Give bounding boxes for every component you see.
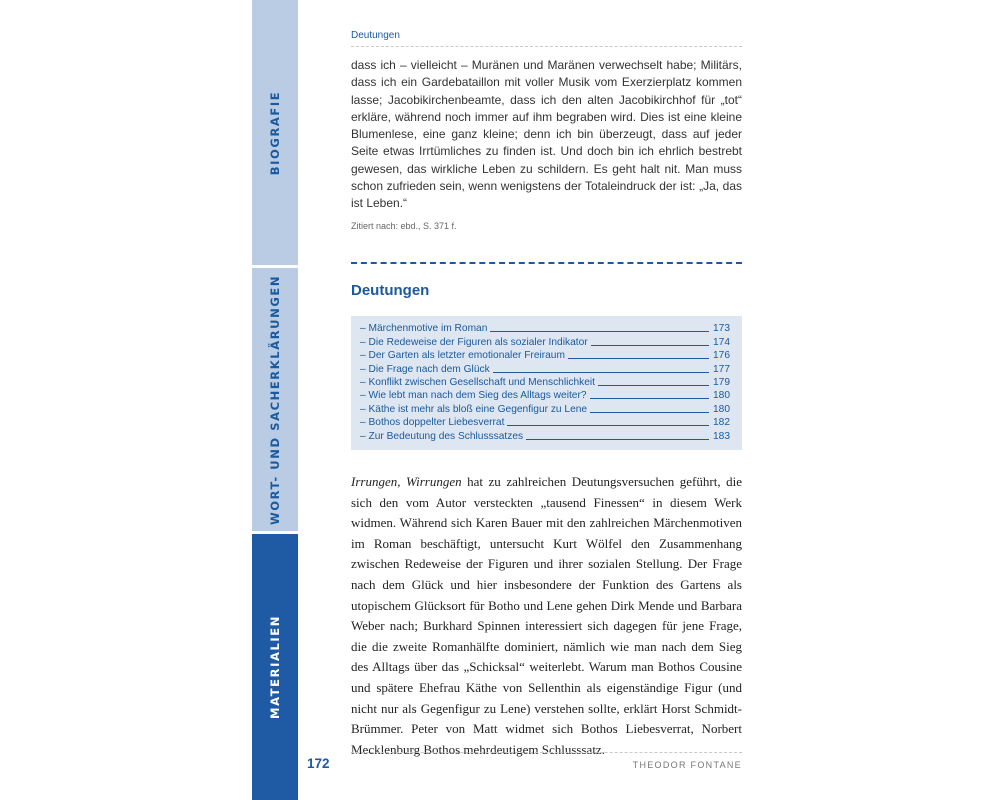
header-divider: [351, 46, 742, 47]
toc-item-page: 179: [713, 376, 730, 388]
toc-item-page: 180: [713, 403, 730, 415]
toc-item[interactable]: [360, 322, 730, 335]
toc-item-page: 176: [713, 350, 730, 362]
toc-item-label: – Käthe ist mehr als bloß eine Gegenfigur zu Lene: [360, 403, 588, 415]
table-of-contents: [351, 316, 742, 450]
page-number: 172: [307, 756, 330, 771]
book-title: Irrungen, Wirrungen: [351, 474, 462, 489]
toc-leader: [590, 398, 709, 399]
citation: Zitiert nach: ebd., S. 371 f.: [351, 221, 457, 231]
quote-text: dass ich – vielleicht – Muränen und Maränen verwechselt habe; Militärs, dass ich ein Gardebataillon mit voller Musik vom Exerzierplatz kommen lasse; Jacobikirchenbeamte, dass ich den alten Jacobikirchhof für „tot“ erkläre, während noch immer auf ihm begraben wird. Dies ist eine kleine Blumenlese, eine ganz kleine; denn ich bin überzeugt, dass auf jeder Seite etwas Irrtümliches zu finden ist. Und doch bin ich ehrlich bestrebt gewesen, das wirkliche Leben zu schildern. Es geht halt nit. Man muss schon zufrieden sein, wenn wenigstens der Totaleindruck der ist: „Ja, das ist Leben.“: [351, 58, 742, 211]
toc-leader: [490, 331, 709, 332]
toc-item-label: – Die Frage nach dem Glück: [360, 363, 490, 375]
section-heading: Deutungen: [351, 282, 430, 299]
running-head: Deutungen: [351, 30, 400, 41]
toc-item[interactable]: [360, 349, 730, 362]
tab-biografie[interactable]: [252, 0, 298, 265]
tab-wort-und-sacherklaerungen-label: WORT- UND SACHERKLÄRUNGEN: [268, 274, 283, 525]
toc-leader: [591, 345, 709, 346]
tab-wort-und-sacherklaerungen[interactable]: [252, 268, 298, 531]
toc-item[interactable]: [360, 335, 730, 348]
tab-materialien[interactable]: [252, 534, 298, 800]
tab-biografie-label: BIOGRAFIE: [268, 90, 282, 175]
toc-item[interactable]: [360, 402, 730, 415]
toc-leader: [590, 412, 709, 413]
toc-item-page: 173: [713, 323, 730, 335]
toc-item-page: 183: [713, 430, 730, 442]
toc-item[interactable]: [360, 416, 730, 429]
section-divider: [351, 262, 742, 264]
body-text: [351, 472, 742, 760]
footer-author: THEODOR FONTANE: [632, 760, 742, 770]
tab-materialien-label: MATERIALIEN: [268, 615, 282, 719]
toc-item-label: – Der Garten als letzter emotionaler Freiraum: [360, 350, 565, 362]
body-paragraph: hat zu zahlreichen Deutungsversuchen geführt, die sich den vom Autor versteckten „tausend Finessen“ in diesem Werk widmen. Während sich Karen Bauer mit den zahlreichen Märchenmotiven im Roman beschäftigt, untersucht Kurt Wölfel den Zusammenhang zwischen Redeweise der Figuren und ihrer sozialen Stellung. Der Frage nach dem Glück und hier insbesondere der Funktion des Gartens als utopischem Glücksort für Botho und Lene gehen Dirk Mende und Barbara Weber nach; Burkhard Spinnen interessiert sich dagegen für jene Frage, die die zweite Romanhälfte dominiert, nämlich wie man nach dem Sieg des Alltags über das „Schicksal“ weiterlebt. Warum man Bothos Cousine und spätere Ehefrau Käthe von Sellenthin als eigenständige Figur (und nicht nur als Gegenfigur zu Lene) verstehen sollte, erklärt Horst Schmidt-Brümmer. Peter von Matt widmet sich Bothos Liebesverrat, Norbert Mecklenburg Bothos mehrdeutigem Schlusssatz.: [351, 474, 742, 757]
toc-item-label: – Märchenmotive im Roman: [360, 323, 488, 335]
toc-leader: [493, 372, 709, 373]
toc-item-label: – Zur Bedeutung des Schlusssatzes: [360, 430, 524, 442]
toc-item[interactable]: [360, 362, 730, 375]
toc-item-label: – Wie lebt man nach dem Sieg des Alltags weiter?: [360, 390, 587, 402]
toc-item-page: 180: [713, 390, 730, 402]
toc-item-page: 182: [713, 417, 730, 429]
toc-leader: [526, 439, 709, 440]
footer-divider: [351, 752, 742, 753]
toc-item-label: – Konflikt zwischen Gesellschaft und Menschlichkeit: [360, 376, 595, 388]
toc-item-label: – Bothos doppelter Liebesverrat: [360, 417, 505, 429]
toc-item-label: – Die Redeweise der Figuren als sozialer Indikator: [360, 336, 588, 348]
toc-leader: [568, 358, 709, 359]
toc-item[interactable]: [360, 429, 730, 442]
toc-item-page: 174: [713, 336, 730, 348]
toc-leader: [507, 425, 709, 426]
toc-item[interactable]: [360, 389, 730, 402]
toc-item[interactable]: [360, 376, 730, 389]
toc-item-page: 177: [713, 363, 730, 375]
toc-leader: [598, 385, 709, 386]
